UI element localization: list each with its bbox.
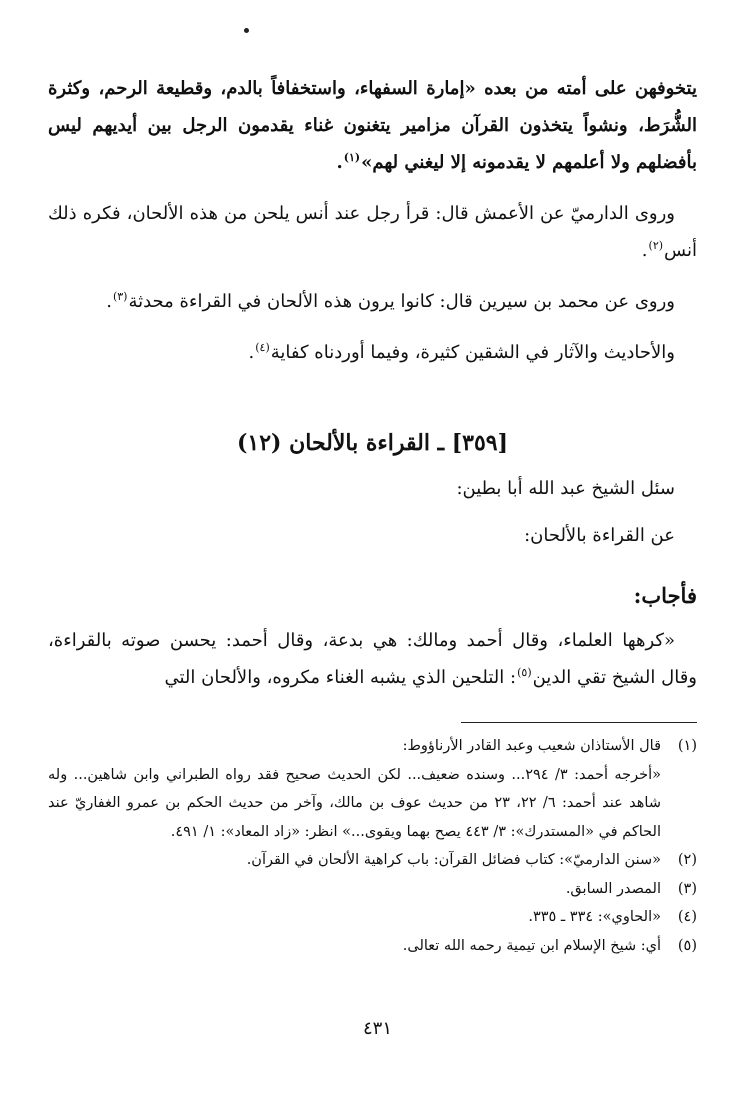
footnote-1-number: (١) <box>677 738 697 754</box>
footnote-1-text: قال الأستاذان شعيب وعبد القادر الأرناؤوط: <box>402 738 661 754</box>
footnote-ref-2: (٢) <box>648 239 664 252</box>
footnote-1 <box>48 732 697 761</box>
paragraph-1-end: . <box>336 152 343 173</box>
footnote-5 <box>48 932 697 961</box>
footnote-5-text: أي: شيخ الإسلام ابن تيمية رحمه الله تعالى. <box>402 937 661 954</box>
footnote-4 <box>48 903 697 932</box>
footnote-3-number: (٣) <box>677 880 697 897</box>
section-heading: [٣٥٩] ـ القراءة بالألحان (١٢) <box>236 430 509 456</box>
page-top-dot <box>244 28 249 33</box>
paragraph-2 <box>48 195 697 269</box>
footnotes <box>48 732 697 960</box>
paragraph-3-end: . <box>106 291 112 312</box>
footnote-ref-5: (٥) <box>517 666 532 679</box>
footnote-4-text: «الحاوي»: ٣٣٤ ـ ٣٣٥. <box>528 909 661 925</box>
footnote-2-number: (٢) <box>677 852 697 868</box>
page-number: ٤٣١ <box>362 1018 392 1039</box>
paragraph-3 <box>48 283 697 320</box>
footnote-2-text: «سنن الدارميّ»: كتاب فضائل القرآن: باب كراهية الألحان في القرآن. <box>246 852 661 868</box>
paragraph-1-text: يتخوفهن على أمته من بعده «إمارة السفهاء، واستخفافاً بالدم، وقطيعة الرحم، وكثرة الشُّرَط، ونشواً يتخذون القرآن مزامير يتغنون غناء يقدمون الرجل بين أيديهم ليس بأفضلهم ولا أعلمهم لا يقدمونه إلا ليغني لهم» <box>48 78 697 173</box>
paragraph-4 <box>48 334 697 371</box>
answer-paragraph <box>48 622 697 696</box>
question-line-1: سئل الشيخ عبد الله أبا بطين: <box>456 478 675 499</box>
answer-text-1: «كرهها العلماء، وقال أحمد ومالك: هي بدعة، وقال أحمد: يحسن صوته بالقراءة، وقال الشيخ تقي الدين <box>48 630 697 688</box>
body-lower <box>48 470 697 696</box>
footnote-1-quote: «أخرجه أحمد: ٣/ ٢٩٤... وسنده ضعيف... لكن الحديث صحيح فقد رواه الطبراني وابن شاهين... وله شاهد عند أحمد: ٦/ ٢٢، ٢٣ من حديث عوف بن مالك، وآخر من حديث الحكم بن عمرو الغفاريّ عند الحاكم في «المستدرك»: ٣/ ٤٤٣ يصح بهما ويقوى...» انظر: «زاد المعاد»: ١/ ٤٩١. <box>48 766 661 840</box>
footnote-4-number: (٤) <box>677 909 697 925</box>
question-line-2: عن القراءة بالألحان: <box>524 525 675 546</box>
answer-label: فأجاب: <box>633 583 697 608</box>
answer-text-2: : التلحين الذي يشبه الغناء مكروه، والألحان التي <box>164 667 517 688</box>
footnote-ref-1: (١) <box>343 151 361 164</box>
paragraph-2-end: . <box>641 240 648 261</box>
footnote-3 <box>48 875 697 904</box>
footnote-5-number: (٥) <box>677 937 697 954</box>
footnote-ref-3: (٣) <box>112 290 128 303</box>
footnote-ref-4: (٤) <box>255 341 270 354</box>
paragraph-1 <box>48 70 697 181</box>
paragraph-4-text: والأحاديث والآثار في الشقين كثيرة، وفيما أوردناه كفاية <box>270 342 675 363</box>
footnote-2 <box>48 846 697 875</box>
paragraph-2-text: وروى الدارميّ عن الأعمش قال: قرأ رجل عند أنس يلحن من هذه الألحان، فكره ذلك أنس <box>48 203 697 261</box>
paragraph-3-text: وروى عن محمد بن سيرين قال: كانوا يرون هذه الألحان في القراءة محدثة <box>128 291 675 312</box>
footnote-3-text: المصدر السابق. <box>565 880 661 897</box>
paragraph-4-end: . <box>248 342 255 363</box>
footnote-separator <box>461 722 697 723</box>
body-upper <box>48 70 697 371</box>
